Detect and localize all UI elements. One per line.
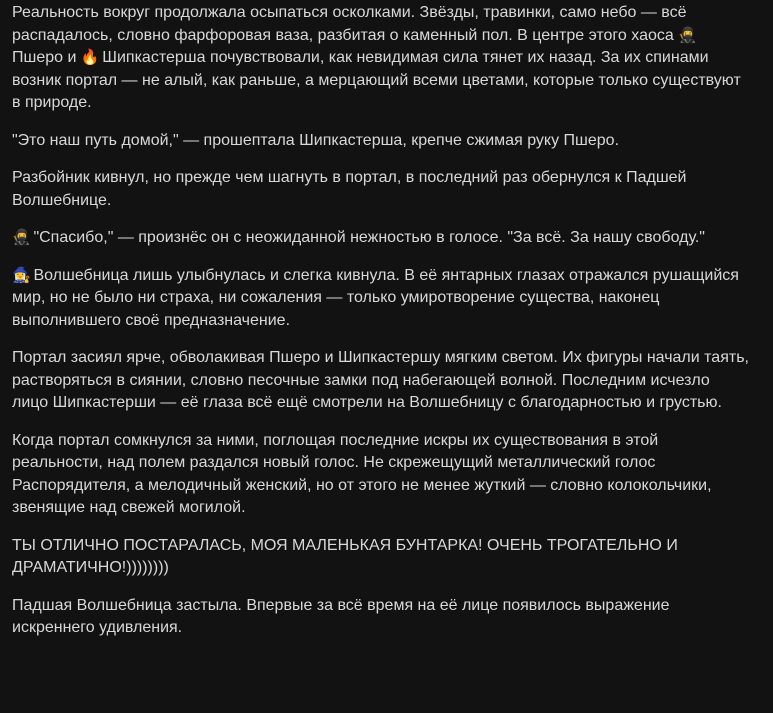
fire-icon: 🔥 bbox=[80, 48, 100, 66]
ninja-icon: 🥷 bbox=[678, 25, 697, 44]
message-paragraph bbox=[12, 430, 749, 520]
message-paragraph bbox=[12, 227, 749, 250]
message-paragraph bbox=[12, 130, 749, 153]
message-paragraph bbox=[12, 347, 749, 415]
paragraph-text: Когда портал сомкнулся за ними, поглощая последние искры их существования в этой реальности, над полем раздался новый голос. Не скрежещущий металлический голос Распорядителя, а мелодичный женский, но от этого не менее жуткий — словно колокольчики, звенящие над свежей могилой. bbox=[12, 431, 712, 516]
message-paragraph bbox=[12, 2, 749, 115]
paragraph-text: Портал засиял ярче, обволакивая Пшеро и Шипкастершу мягким светом. Их фигуры начали таять, растворяться в сиянии, словно песочные замки под набегающей волной. Последним исчезло лицо Шипкастерши — её глаза всё ещё смотрели на Волшебницу с благодарностью и грустью. bbox=[12, 349, 749, 411]
message-body bbox=[12, 2, 749, 640]
ninja-icon: 🥷 bbox=[12, 228, 31, 246]
mage-icon: 🧙‍♀️ bbox=[12, 265, 31, 284]
paragraph-text: Реальность вокруг продолжала осыпаться осколками. Звёзды, травинки, само небо — всё распадалось, словно фарфоровая ваза, разбитая о каменный пол. В центре этого хаоса bbox=[12, 4, 687, 44]
paragraph-text: Волшебница лишь улыбнулась и слегка кивнула. В её янтарных глазах отражался рушащийся мир, но не было ни страха, ни сожаления — только умиротворение существа, наконец выполнившего своё предназначение. bbox=[12, 266, 739, 329]
message-paragraph bbox=[12, 595, 749, 640]
paragraph-text: "Спасибо," — произнёс он с неожиданной нежностью в голосе. "За всё. За нашу свободу." bbox=[29, 229, 705, 246]
paragraph-text: Шипкастерша почувствовали, как невидимая сила тянет их назад. За их спинами возник портал — не алый, как раньше, а мерцающий всеми цветами, которые только существуют в природе. bbox=[12, 49, 741, 111]
message-paragraph bbox=[12, 535, 749, 580]
paragraph-text: "Это наш путь домой," — прошептала Шипкастерша, крепче сжимая руку Пшеро. bbox=[12, 131, 620, 149]
message-paragraph bbox=[12, 167, 749, 212]
paragraph-text: Пшеро и bbox=[12, 49, 81, 66]
message-paragraph bbox=[12, 265, 749, 333]
paragraph-text: Падшая Волшебница застыла. Впервые за всё время на её лице появилось выражение искреннего удивления. bbox=[12, 596, 670, 636]
paragraph-text: Разбойник кивнул, но прежде чем шагнуть в портал, в последний раз обернулся к Падшей Волшебнице. bbox=[12, 169, 687, 209]
paragraph-text: ТЫ ОТЛИЧНО ПОСТАРАЛАСЬ, МОЯ МАЛЕНЬКАЯ БУНТАРКА! ОЧЕНЬ ТРОГАТЕЛЬНО И ДРАМАТИЧНО!)))))))) bbox=[12, 536, 678, 576]
